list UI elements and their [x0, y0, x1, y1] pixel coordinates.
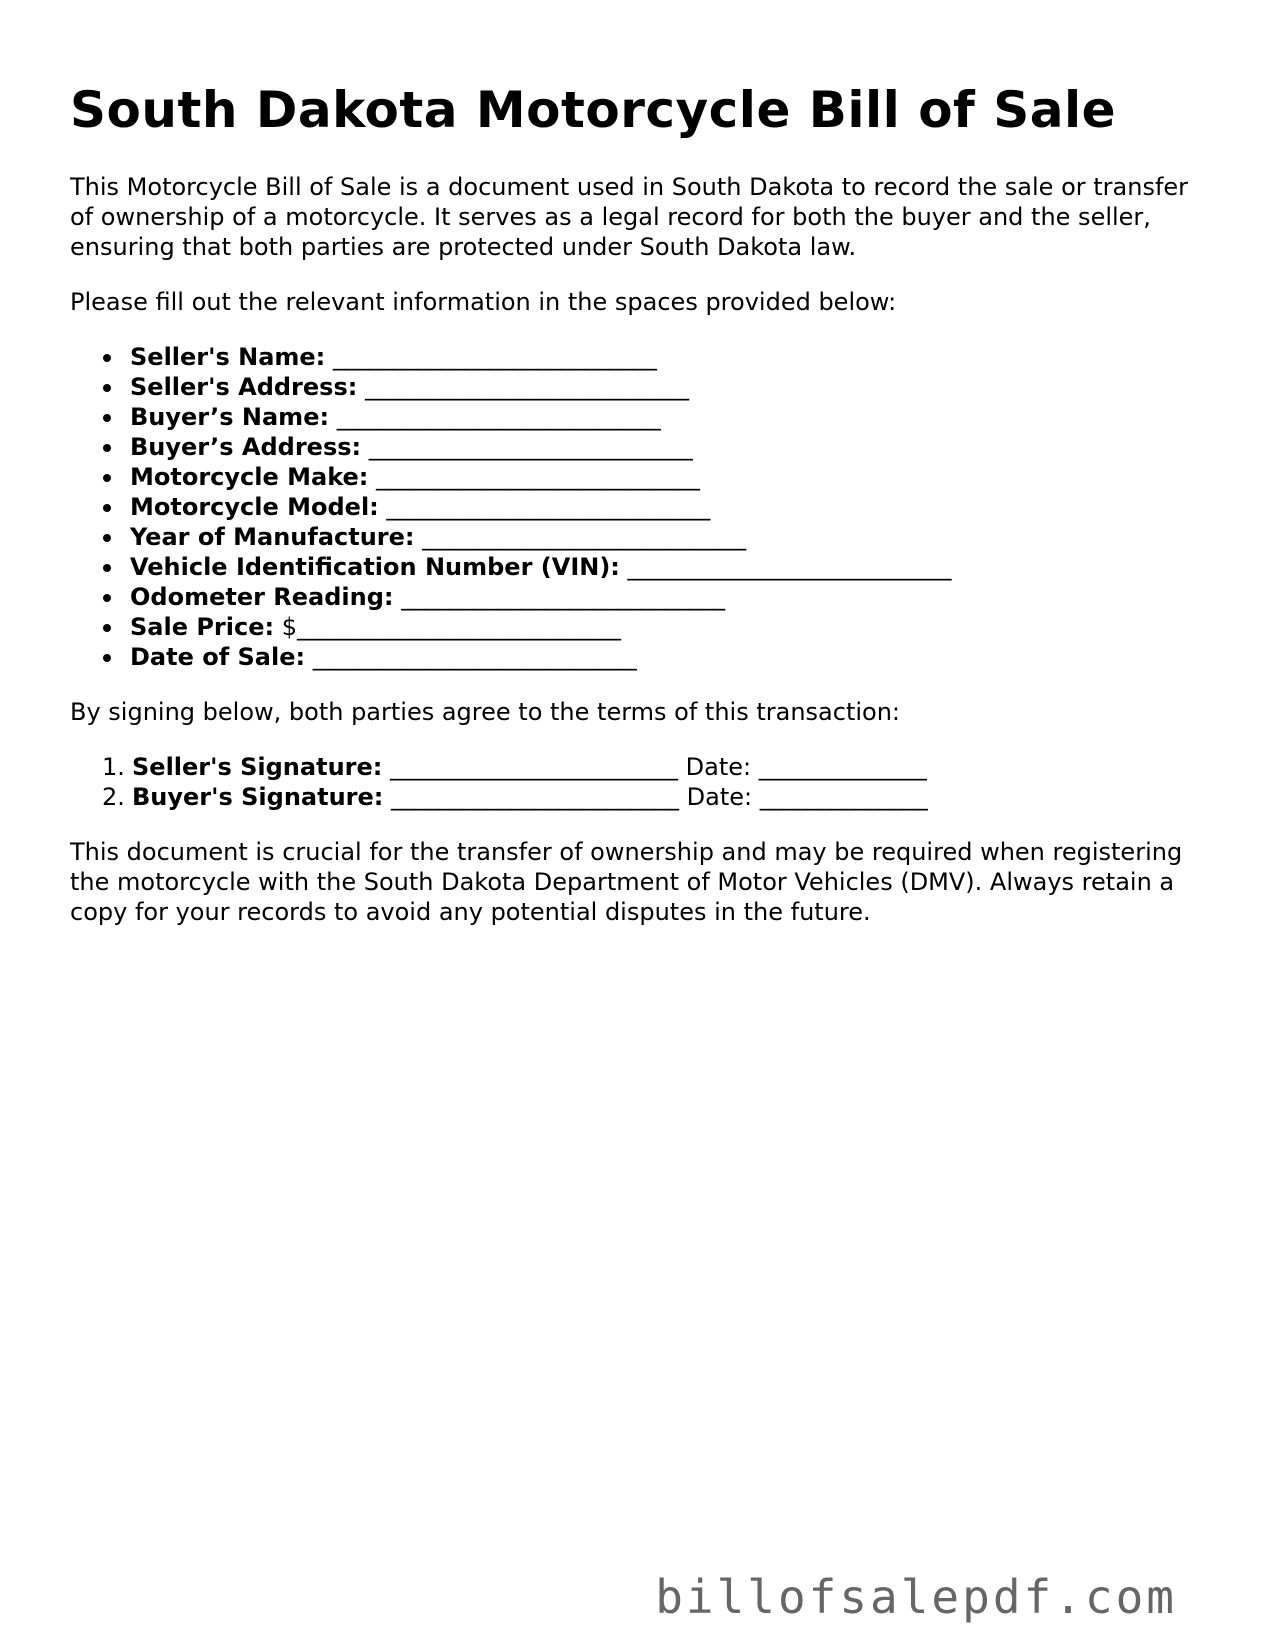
field-blank[interactable]: ___________________________ [414, 523, 747, 551]
signature-row-seller [70, 752, 1210, 782]
field-blank[interactable]: ___________________________ [368, 463, 701, 491]
signature-line[interactable]: ________________________ [383, 783, 680, 811]
field-motorcycle-make [130, 462, 1210, 492]
signature-label: Buyer's Signature: [132, 783, 384, 811]
field-label: Vehicle Identification Number (VIN): [130, 553, 620, 581]
field-label: Buyer’s Address: [130, 433, 362, 461]
list-number: 1. [102, 753, 125, 781]
instructions-paragraph: Please fill out the relevant information in the spaces provided below: [70, 288, 897, 316]
field-blank[interactable]: $___________________________ [274, 613, 621, 641]
field-blank[interactable]: ___________________________ [361, 433, 693, 461]
date-line[interactable]: ______________ [752, 783, 928, 811]
field-label: Buyer’s Name: [130, 403, 330, 431]
signature-label: Seller's Signature: [132, 753, 383, 781]
field-label: Motorcycle Make: [130, 463, 369, 491]
field-label: Motorcycle Model: [130, 493, 379, 521]
field-date-of-sale [130, 642, 1210, 672]
field-blank[interactable]: ___________________________ [393, 583, 726, 611]
field-label: Seller's Name: [130, 343, 326, 371]
field-odometer-reading [130, 582, 1210, 612]
field-label: Year of Manufacture: [130, 523, 415, 551]
field-motorcycle-model [130, 492, 1210, 522]
page-title: South Dakota Motorcycle Bill of Sale [70, 81, 1117, 139]
field-label: Seller's Address: [130, 373, 358, 401]
date-label: Date: [678, 753, 752, 781]
field-buyers-name [130, 402, 1210, 432]
field-blank[interactable]: ___________________________ [325, 343, 657, 371]
field-blank[interactable]: ___________________________ [329, 403, 661, 431]
field-sellers-address [130, 372, 1210, 402]
watermark-text: billofsalepdf.com [655, 1570, 1177, 1624]
closing-paragraph: This document is crucial for the transfer of ownership and may be required when registering the motorcycle with the South Dakota Department of Motor Vehicles (DMV). Always retain a copy for your records to avoid any potential disputes in the future. [70, 838, 1183, 926]
field-sale-price [130, 612, 1210, 642]
field-blank[interactable]: ___________________________ [378, 493, 711, 521]
field-label: Odometer Reading: [130, 583, 394, 611]
field-label: Date of Sale: [130, 643, 306, 671]
field-blank[interactable]: ___________________________ [619, 553, 952, 581]
field-blank[interactable]: ___________________________ [305, 643, 637, 671]
intro-paragraph: This Motorcycle Bill of Sale is a document used in South Dakota to record the sale or transfer of ownership of a motorcycle. It serves as a legal record for both the buyer and the seller, ensuring that both parties are protected under South Dakota law. [70, 173, 1189, 261]
date-label: Date: [679, 783, 753, 811]
signature-line[interactable]: ________________________ [382, 753, 678, 781]
field-list [70, 342, 1210, 672]
field-buyers-address [130, 432, 1210, 462]
list-number: 2. [102, 783, 125, 811]
document-page [70, 80, 1210, 927]
field-label: Sale Price: [130, 613, 275, 641]
field-sellers-name [130, 342, 1210, 372]
signature-row-buyer [70, 782, 1210, 812]
date-line[interactable]: ______________ [751, 753, 927, 781]
field-year-of-manufacture [130, 522, 1210, 552]
field-blank[interactable]: ___________________________ [357, 373, 689, 401]
field-vin [130, 552, 1210, 582]
agreement-paragraph: By signing below, both parties agree to the terms of this transaction: [70, 698, 901, 726]
signature-list [70, 752, 1210, 812]
